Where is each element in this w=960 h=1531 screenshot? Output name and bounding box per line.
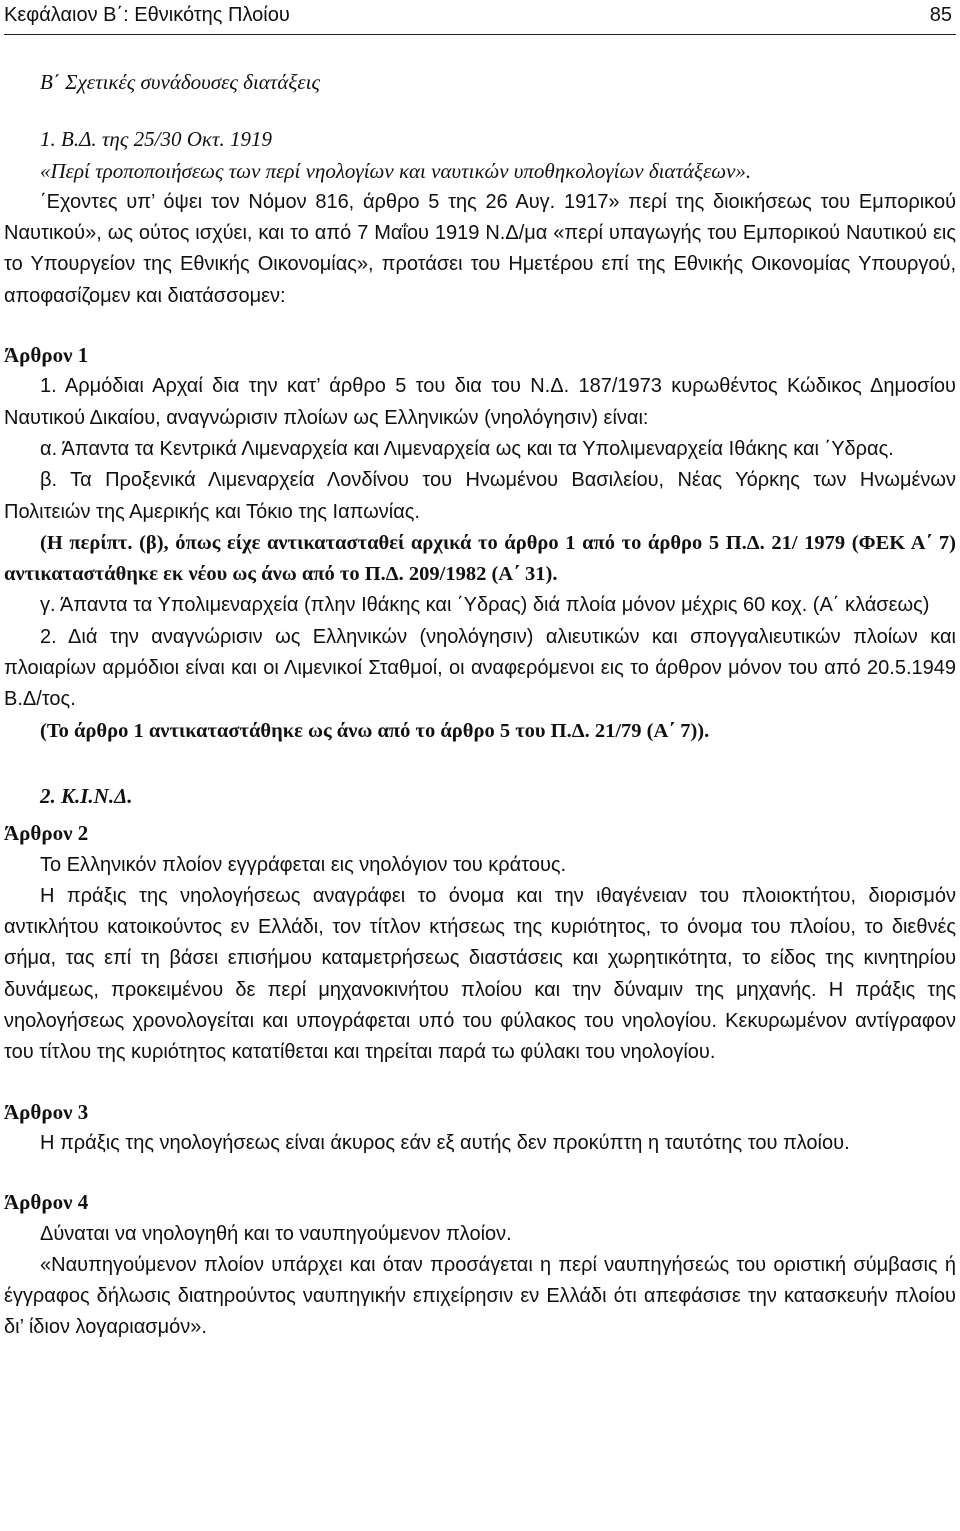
article-4-heading: Άρθρον 4 — [4, 1190, 89, 1215]
law1-reference: 1. Β.Δ. της 25/30 Οκτ. 1919 — [40, 127, 272, 152]
article-2-heading: Άρθρον 2 — [4, 821, 89, 846]
article-4-paragraph-2: «Ναυπηγούμενον πλοίον υπάρχει και όταν προσάγεται η περί ναυπηγήσεώς του οριστική σύμβασις ή έγγραφος δήλωσις διατηρούντος ναυπηγικήν επιχείρησιν εν Ελλάδι ότι απεφάσισε την κατασκευήν πλοίου δι’ ίδιον λογαριασμόν». — [4, 1253, 956, 1339]
chapter-title: Κεφάλαιον Β΄: Εθνικότης Πλοίου — [4, 4, 290, 26]
law1-title: «Περί τροποποιήσεως των περί νηολογίων και ναυτικών υποθηκολογίων διατάξεων». — [40, 158, 752, 183]
page-number: 85 — [929, 4, 952, 26]
law2-reference: 2. Κ.Ι.Ν.Δ. — [40, 783, 133, 808]
article-1-note-2: (Το άρθρο 1 αντικαταστάθηκε ως άνω από το άρθρο 5 του Π.Δ. 21/79 (Α΄ 7)). — [40, 719, 710, 742]
section-title: Β΄ Σχετικές συνάδουσες διατάξεις — [40, 70, 320, 94]
article-3-paragraph-1: Η πράξις της νηολογήσεως είναι άκυρος εάν εξ αυτής δεν προκύπτη η ταυτότης του πλοίου. — [40, 1131, 850, 1154]
article-1-item-c: γ. Άπαντα τα Υπολιμεναρχεία (πλην Ιθάκης και ΄Υδρας) διά πλοία μόνον μέχρις 60 κοχ. (Α΄ κλάσεως) — [40, 594, 930, 617]
article-1-heading: Άρθρον 1 — [4, 343, 89, 368]
article-1-item-b: β. Τα Προξενικά Λιμεναρχεία Λονδίνου του Ηνωμένου Βασιλείου, Νέας Υόρκης των Ηνωμένων Πολιτειών της Αμερικής και Τόκιο της Ιαπωνίας. — [4, 469, 956, 523]
running-header — [4, 0, 956, 35]
article-1-note-1: (Η περίπτ. (β), όπως είχε αντικατασταθεί αρχικά το άρθρο 1 από το άρθρο 5 Π.Δ. 21/ 1979 (ΦΕΚ Α΄ 7) αντικαταστάθηκε εκ νέου ως άνω από το Π.Δ. 209/1982 (Α΄ 31). — [4, 531, 956, 586]
preamble-paragraph: ΄Εχοντες υπ’ όψει τον Νόμον 816, άρθρο 5 της 26 Αυγ. 1917» περί της διοικήσεως του Εμπορικού Ναυτικού», ως ούτος ισχύει, και το από 7 Μαΐου 1919 Ν.Δ/μα «περί υπαγωγής του Εμπορικού Ναυτικού εις το Υπουργείον της Εθνικής Οικονομίας», προτάσει του Ημετέρου επί της Εθνικής Οικονομίας Υπουργού, αποφασίζομεν και διατάσσομεν: — [4, 190, 956, 307]
article-2-paragraph-2: Η πράξις της νηολογήσεως αναγράφει το όνομα και την ιθαγένειαν του πλοιοκτήτου, διορισμόν αντικλήτου κατοικούντος εν Ελλάδι, τον τίτλον κτήσεως της κυριότητος, το όνομα του πλοίου, το διεθνές σήμα, τας επί τη βάσει επισήμου καταμετρήσεως διαστάσεις και χωρητικότητα, το είδος της κινητηρίου δυνάμεως, προκειμένου δε περί μηχανοκινήτου πλοίου και την δύναμιν της μηχανής. Η πράξις της νηολογήσεως χρονολογείται και υπογράφεται υπό του φύλακος του νηολογίου. Κεκυρωμένον αντίγραφον του τίτλου της κυριότητος κατατίθεται και τηρείται παρά τω φύλακι του νηολογίου. — [4, 884, 956, 1064]
article-1-paragraph-2: 2. Διά την αναγνώρισιν ως Ελληνικών (νηολόγησιν) αλιευτικών και σπογγαλιευτικών πλοίων και πλοιαρίων αρμόδιοι είναι και οι Λιμενικοί Σταθμοί, οι αναφερόμενοι εις το άρθρον μόνον του από 20.5.1949 Β.Δ/τος. — [4, 625, 956, 711]
article-3-heading: Άρθρον 3 — [4, 1099, 89, 1124]
article-1-item-a: α. Άπαντα τα Κεντρικά Λιμεναρχεία και Λιμεναρχεία ως και τα Υπολιμεναρχεία Ιθάκης και ΄Υδρας. — [40, 437, 894, 460]
article-1-paragraph-1: 1. Αρμόδιαι Αρχαί δια την κατ’ άρθρο 5 του δια του Ν.Δ. 187/1973 κυρωθέντος Κώδικος Δημοσίου Ναυτικού Δικαίου, αναγνώρισιν πλοίων ως Ελληνικών (νηολόγησιν) είναι: — [4, 375, 956, 429]
article-2-paragraph-1: Το Ελληνικόν πλοίον εγγράφεται εις νηολόγιον του κράτους. — [40, 853, 567, 876]
article-4-paragraph-1: Δύναται να νηολογηθή και το ναυπηγούμενον πλοίον. — [40, 1222, 512, 1245]
document-page — [4, 0, 956, 1344]
